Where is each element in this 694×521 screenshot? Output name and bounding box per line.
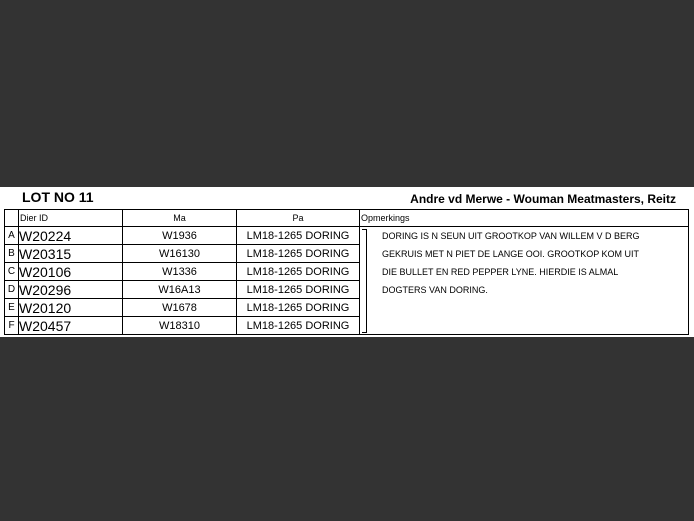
opmerkings-header: Opmerkings (360, 210, 689, 227)
pa-cell: LM18-1265 DORING (237, 281, 360, 299)
dier-id-cell: W20106 (19, 263, 123, 281)
pa-cell: LM18-1265 DORING (237, 263, 360, 281)
ma-cell: W18310 (123, 317, 237, 335)
note-bracket (362, 229, 367, 245)
opmerkings-cell (360, 299, 689, 317)
dier-id-cell: W20120 (19, 299, 123, 317)
note-bracket (362, 317, 367, 334)
table-header-row (5, 210, 689, 227)
pa-cell: LM18-1265 DORING (237, 299, 360, 317)
pa-header: Pa (237, 210, 360, 227)
row-letter: E (5, 299, 19, 317)
note-bracket (362, 299, 367, 317)
opmerkings-cell (360, 245, 689, 263)
opmerkings-cell (360, 227, 689, 245)
opmerkings-text: DOGTERS VAN DORING. (382, 284, 488, 295)
row-letter: F (5, 317, 19, 335)
opmerkings-text: DORING IS N SEUN UIT GROOTKOP VAN WILLEM V D BERG (382, 230, 640, 241)
opmerkings-cell (360, 317, 689, 335)
table-row (5, 245, 689, 263)
letter-header (5, 210, 19, 227)
lot-title: LOT NO 11 (22, 189, 94, 205)
ma-header: Ma (123, 210, 237, 227)
row-letter: C (5, 263, 19, 281)
lot-sheet (0, 187, 694, 337)
table-row (5, 227, 689, 245)
row-letter: A (5, 227, 19, 245)
dier-id-cell: W20296 (19, 281, 123, 299)
lot-table (4, 209, 689, 335)
table-row (5, 317, 689, 335)
table-row (5, 263, 689, 281)
opmerkings-cell (360, 281, 689, 299)
table-row (5, 299, 689, 317)
table-row (5, 281, 689, 299)
ma-cell: W1678 (123, 299, 237, 317)
pa-cell: LM18-1265 DORING (237, 317, 360, 335)
dier-id-cell: W20224 (19, 227, 123, 245)
opmerkings-text: GEKRUIS MET N PIET DE LANGE OOI. GROOTKOP KOM UIT (382, 248, 640, 259)
dier-id-header: Dier ID (19, 210, 123, 227)
ma-cell: W1336 (123, 263, 237, 281)
row-letter: B (5, 245, 19, 263)
opmerkings-text: DIE BULLET EN RED PEPPER LYNE. HIERDIE IS ALMAL (382, 266, 619, 277)
ma-cell: W1936 (123, 227, 237, 245)
pa-cell: LM18-1265 DORING (237, 245, 360, 263)
note-bracket (362, 281, 367, 299)
pa-cell: LM18-1265 DORING (237, 227, 360, 245)
ma-cell: W16130 (123, 245, 237, 263)
opmerkings-cell (360, 263, 689, 281)
dier-id-cell: W20315 (19, 245, 123, 263)
note-bracket (362, 245, 367, 263)
row-letter: D (5, 281, 19, 299)
dier-id-cell: W20457 (19, 317, 123, 335)
owner-title: Andre vd Merwe - Wouman Meatmasters, Reitz (410, 192, 676, 206)
ma-cell: W16A13 (123, 281, 237, 299)
note-bracket (362, 263, 367, 281)
